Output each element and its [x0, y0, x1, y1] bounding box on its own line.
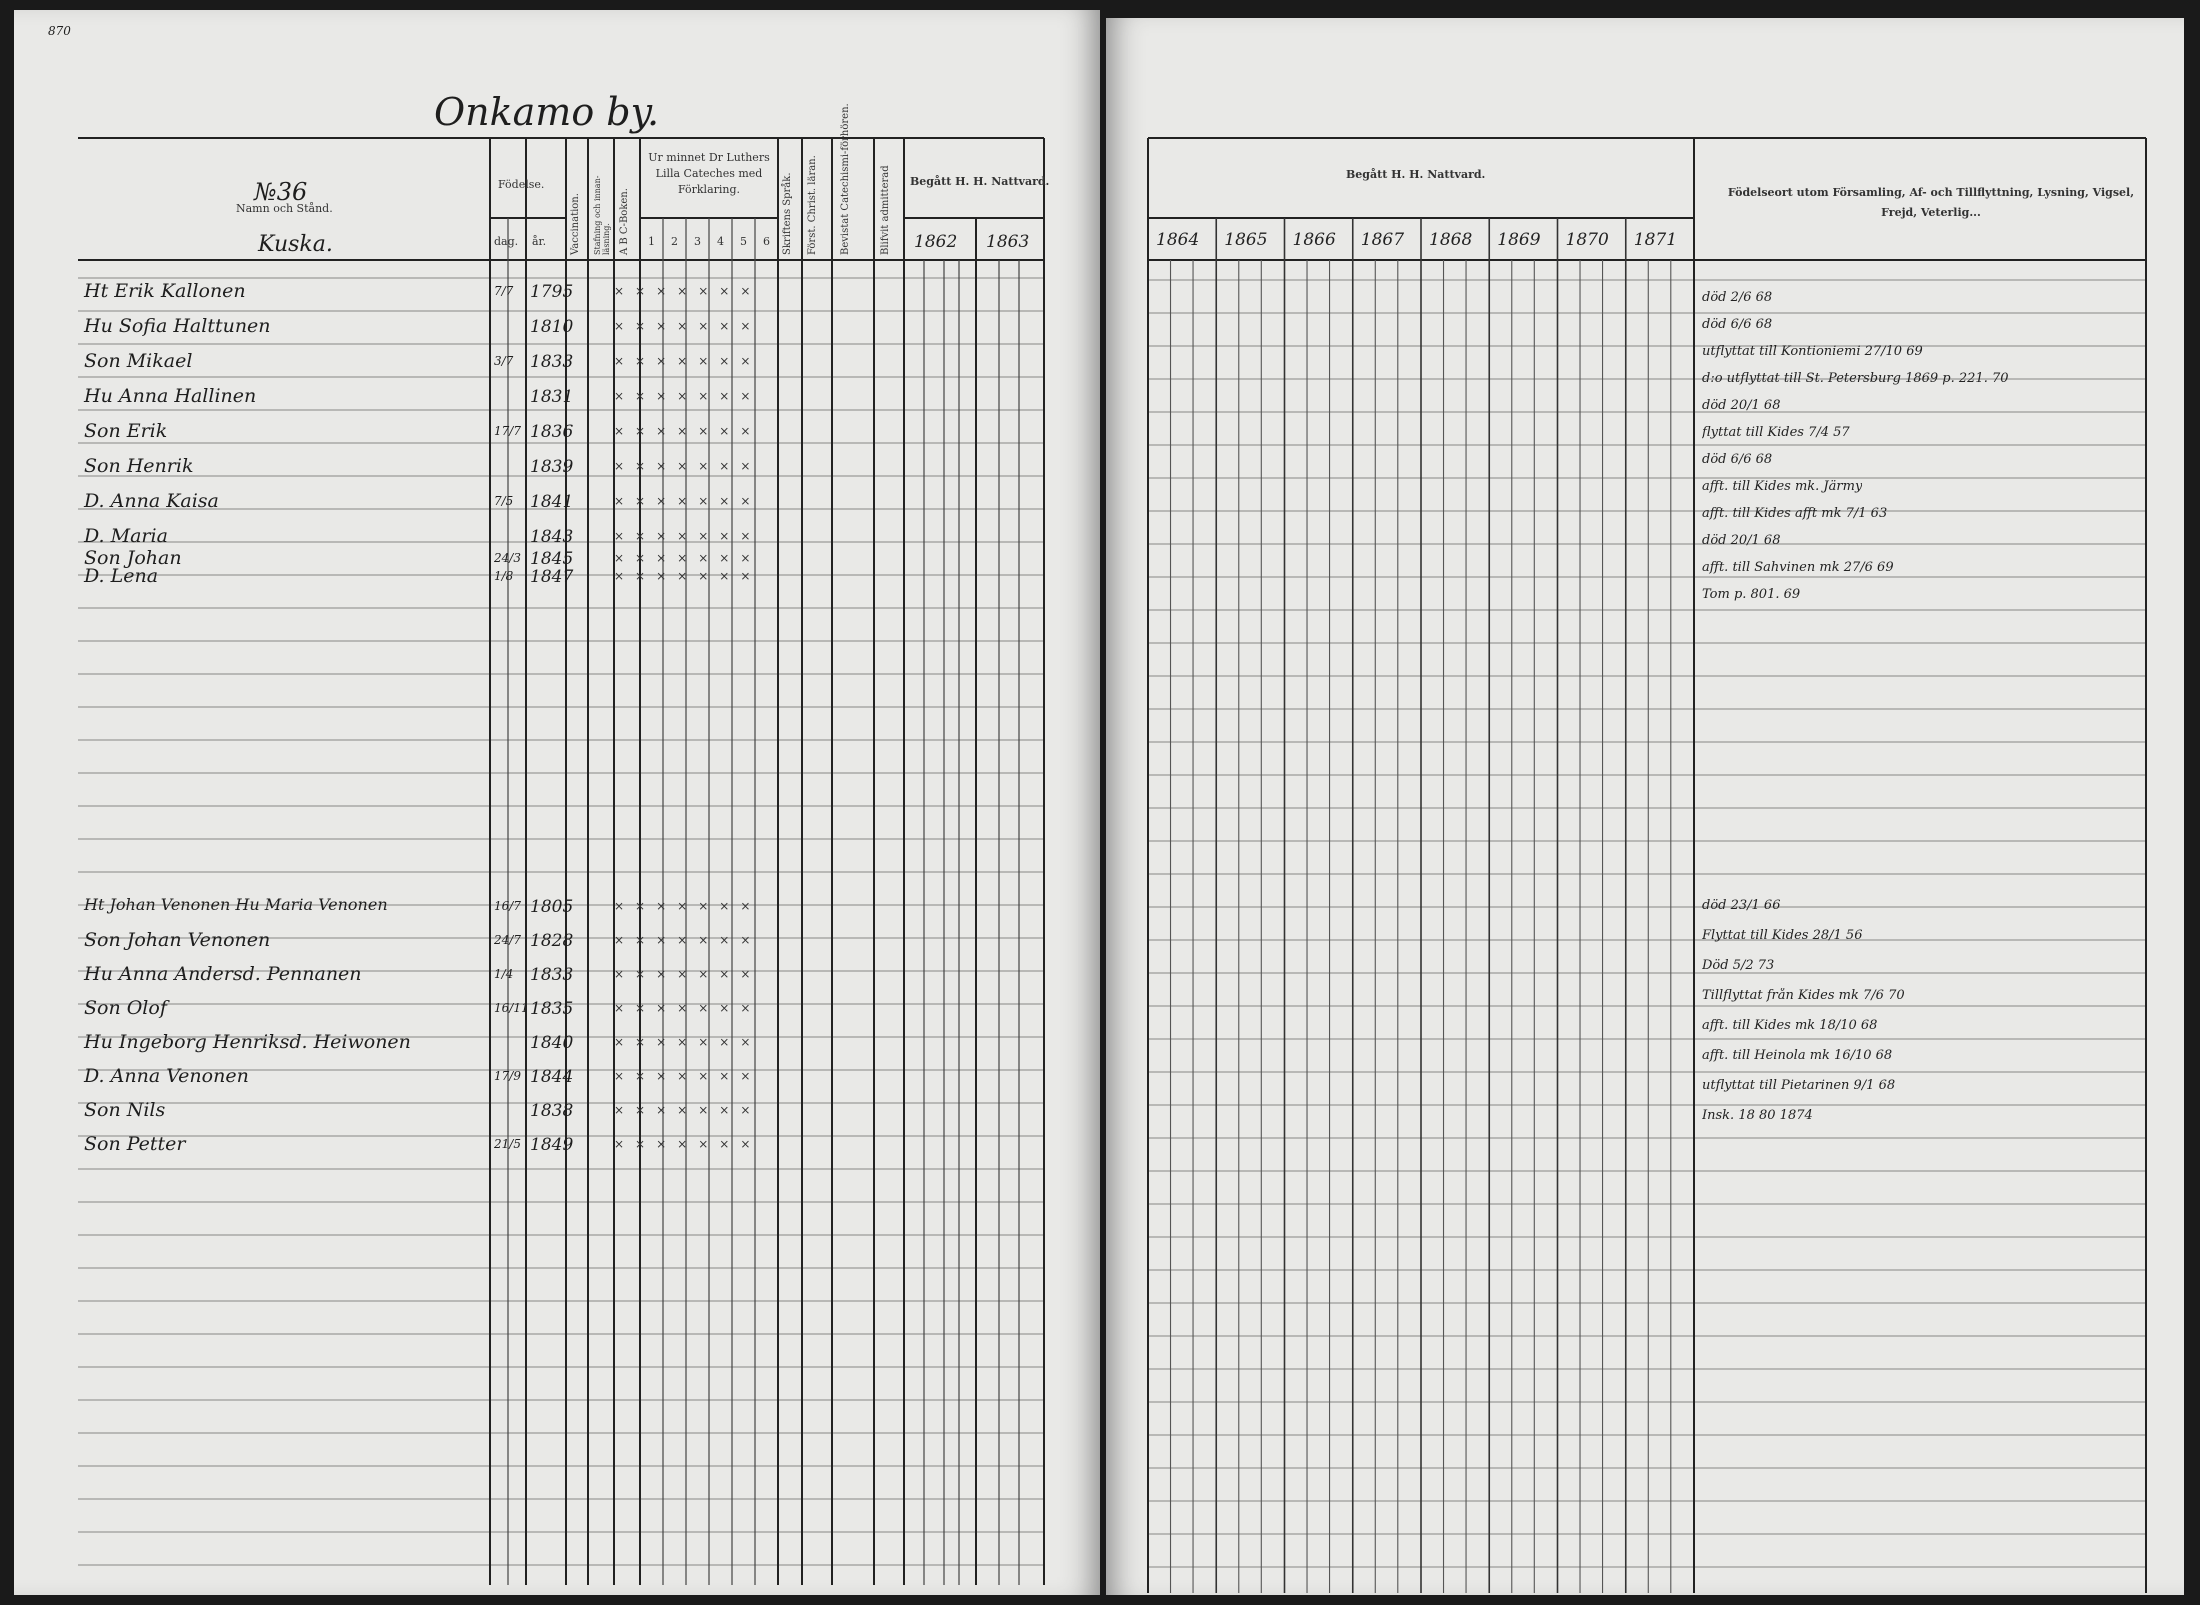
catechism-number: 3 — [694, 235, 701, 248]
birth-year: 1839 — [530, 457, 574, 477]
knowledge-marks: ××××××× — [614, 967, 762, 981]
remark-entry: afft. till Sahvinen mk 27/6 69 — [1702, 560, 1894, 575]
year-1865: 1865 — [1224, 230, 1268, 250]
village-title: Onkamo by. — [434, 90, 660, 134]
person-name: Hu Anna Andersd. Pennanen — [84, 963, 362, 985]
birth-year: 1836 — [530, 422, 574, 442]
birth-day: 17/7 — [494, 424, 521, 438]
catechism-hearing-label: Bevistat Catechismi-förhören. — [840, 103, 851, 255]
household-number: №36 — [254, 178, 308, 206]
year-1871: 1871 — [1633, 230, 1678, 250]
catechism-number: 6 — [763, 235, 770, 248]
person-name: D. Anna Kaisa — [84, 490, 219, 512]
catechism-number: 5 — [740, 235, 747, 248]
left-page — [14, 10, 1100, 1595]
remark-entry: afft. till Kides mk. Järmy — [1702, 479, 1863, 494]
knowledge-marks: ××××××× — [614, 389, 762, 403]
birth-day: 24/7 — [494, 933, 521, 947]
birth-day: 7/5 — [494, 494, 514, 508]
remark-entry: död 23/1 66 — [1702, 898, 1781, 913]
remarks-header: Födelseort utom Församling, Af- och Tillflyttning, Lysning, Vigsel, Frejd, Veterlig... — [1727, 186, 2135, 219]
birth-year: 1805 — [530, 897, 574, 917]
person-name: Son Henrik — [84, 455, 194, 477]
right-page — [1106, 18, 2184, 1595]
year-1862: 1862 — [914, 232, 958, 252]
remark-entry: död 20/1 68 — [1702, 398, 1781, 413]
remark-entry: Insk. 18 80 1874 — [1702, 1108, 1813, 1123]
person-name: Son Johan Venonen — [84, 929, 271, 951]
knowledge-marks: ××××××× — [614, 459, 762, 473]
birth-year: 1831 — [530, 387, 574, 407]
person-name: Hu Sofia Halttunen — [84, 315, 271, 337]
catechism-number: 2 — [671, 235, 678, 248]
year-1867: 1867 — [1360, 230, 1405, 250]
knowledge-marks: ××××××× — [614, 1069, 762, 1083]
remark-entry: Död 5/2 73 — [1702, 958, 1775, 973]
remark-entry: afft. till Kides mk 18/10 68 — [1702, 1018, 1878, 1033]
remark-entry: död 2/6 68 — [1702, 290, 1773, 305]
right-page-ruling — [1106, 18, 2184, 1595]
birth-year: 1828 — [530, 931, 574, 951]
remark-entry: Tom p. 801. 69 — [1702, 587, 1801, 602]
year-1870: 1870 — [1565, 230, 1609, 250]
year-1869: 1869 — [1497, 230, 1541, 250]
knowledge-marks: ××××××× — [614, 1103, 762, 1117]
name-column-subtitle: Kuska. — [258, 232, 333, 257]
birth-year: 1845 — [530, 549, 574, 569]
communion-label-left: Begått H. H. Nattvard. — [910, 175, 1050, 188]
remark-entry: utflyttat till Pietarinen 9/1 68 — [1702, 1078, 1896, 1093]
year-1863: 1863 — [986, 232, 1030, 252]
person-name: Ht Johan Venonen Hu Maria Venonen — [84, 895, 388, 914]
person-name: Hu Anna Hallinen — [84, 385, 257, 407]
birth-year: 1833 — [530, 965, 574, 985]
person-name: Son Petter — [84, 1133, 186, 1155]
remark-entry: flyttat till Kides 7/4 57 — [1702, 425, 1850, 440]
person-name: Son Erik — [84, 420, 168, 442]
year-1868: 1868 — [1429, 230, 1473, 250]
remark-entry: d:o utflyttat till St. Petersburg 1869 p. 221. 70 — [1702, 371, 2009, 386]
abc-book-label: A B C-Boken. — [619, 188, 630, 255]
person-name: Hu Ingeborg Henriksd. Heiwonen — [84, 1031, 411, 1053]
remark-entry: död 20/1 68 — [1702, 533, 1781, 548]
person-name: D. Lena — [84, 565, 159, 587]
remark-entry: död 6/6 68 — [1702, 317, 1773, 332]
birth-year: 1795 — [530, 282, 574, 302]
birth-year: 1844 — [530, 1067, 574, 1087]
birth-day: 17/9 — [494, 1069, 521, 1083]
vaccination-label: Vaccination. — [570, 193, 581, 255]
birth-year: 1840 — [530, 1033, 574, 1053]
catechism-number: 4 — [717, 235, 724, 248]
bible-language-label: Skriftens Språk. — [782, 172, 793, 255]
knowledge-marks: ××××××× — [614, 319, 762, 333]
birth-day: 16/7 — [494, 899, 521, 913]
birth-column-label: Födelse. — [498, 178, 545, 191]
catechism-number: 1 — [648, 235, 655, 248]
person-name: D. Maria — [84, 525, 168, 547]
birth-year: 1810 — [530, 317, 574, 337]
birth-year: 1843 — [530, 527, 574, 547]
knowledge-marks: ××××××× — [614, 494, 762, 508]
reading-label: Stafning och innan-läsning. — [593, 175, 611, 255]
page-number: 870 — [48, 24, 71, 38]
birth-year-label: år. — [532, 235, 547, 248]
knowledge-marks: ××××××× — [614, 354, 762, 368]
person-name: D. Anna Venonen — [84, 1065, 249, 1087]
remark-entry: afft. till Heinola mk 16/10 68 — [1702, 1048, 1893, 1063]
catechism-numbers — [640, 235, 778, 248]
knowledge-marks: ××××××× — [614, 424, 762, 438]
person-name: Son Mikael — [84, 350, 193, 372]
remark-entry: Flyttat till Kides 28/1 56 — [1702, 928, 1863, 943]
year-1866: 1866 — [1292, 230, 1336, 250]
remark-entry: död 6/6 68 — [1702, 452, 1773, 467]
knowledge-marks: ××××××× — [614, 551, 762, 565]
year-1864: 1864 — [1156, 230, 1200, 250]
knowledge-marks: ××××××× — [614, 569, 762, 583]
birth-year: 1835 — [530, 999, 574, 1019]
birth-year: 1838 — [530, 1101, 574, 1121]
birth-day: 1/4 — [494, 967, 514, 981]
birth-day: 7/7 — [494, 284, 514, 298]
communion-label-right: Begått H. H. Nattvard. — [1346, 168, 1486, 181]
remark-entry: afft. till Kides afft mk 7/1 63 — [1702, 506, 1888, 521]
catechism-label: Ur minnet Dr Luthers Lilla Cateches med Förklaring. — [648, 151, 770, 196]
person-name: Ht Erik Kallonen — [84, 280, 246, 302]
birth-year: 1849 — [530, 1135, 574, 1155]
knowledge-marks: ××××××× — [614, 1035, 762, 1049]
birth-day: 24/3 — [494, 551, 521, 565]
birth-day: 21/5 — [494, 1137, 521, 1151]
person-name: Son Olof — [84, 997, 167, 1019]
knowledge-marks: ××××××× — [614, 1001, 762, 1015]
christian-doctrine-label: Först. Christ. läran. — [807, 155, 818, 255]
name-column-label: Namn och Stånd. — [236, 202, 333, 215]
birth-year: 1847 — [530, 567, 574, 587]
birth-year: 1833 — [530, 352, 574, 372]
birth-day-label: dag. — [494, 235, 519, 248]
knowledge-marks: ××××××× — [614, 284, 762, 298]
remark-entry: Tillflyttat från Kides mk 7/6 70 — [1702, 988, 1905, 1003]
person-name: Son Johan — [84, 547, 182, 569]
birth-day: 1/8 — [494, 569, 514, 583]
admitted-label: Blifvit admitterad — [880, 165, 891, 255]
knowledge-marks: ××××××× — [614, 529, 762, 543]
knowledge-marks: ××××××× — [614, 899, 762, 913]
birth-day: 16/11 — [494, 1001, 529, 1015]
birth-day: 3/7 — [494, 354, 514, 368]
person-name: Son Nils — [84, 1099, 166, 1121]
knowledge-marks: ××××××× — [614, 933, 762, 947]
knowledge-marks: ××××××× — [614, 1137, 762, 1151]
birth-year: 1841 — [530, 492, 574, 512]
remark-entry: utflyttat till Kontioniemi 27/10 69 — [1702, 344, 1923, 359]
